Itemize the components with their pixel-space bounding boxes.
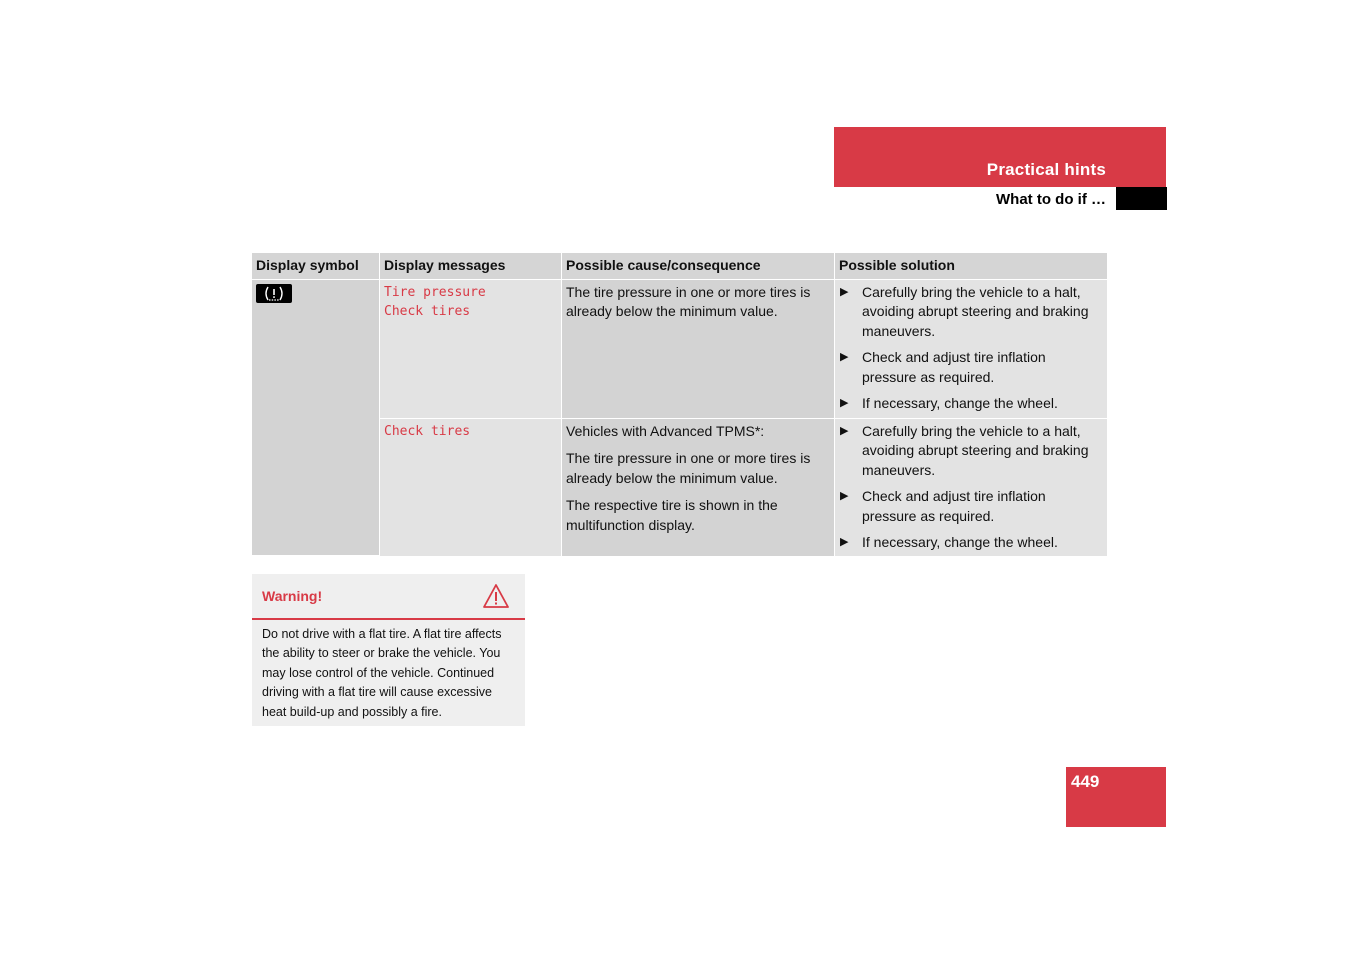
warning-triangle-icon xyxy=(482,583,510,614)
list-item xyxy=(839,422,1103,481)
column-header: Possible solution xyxy=(835,253,1108,279)
column-header: Display messages xyxy=(380,253,562,279)
column-header: Possible cause/consequence xyxy=(562,253,835,279)
list-item xyxy=(839,348,1103,387)
display-messages-cell xyxy=(380,279,562,418)
bullet-arrow-icon: ▶ xyxy=(840,536,849,548)
solution-list xyxy=(839,283,1103,414)
cause-text: Vehicles with Advanced TPMS*: xyxy=(566,422,765,439)
solution-text: Carefully bring the vehicle to a halt, avoiding abrupt steering and braking maneuvers. xyxy=(862,283,1089,339)
list-item xyxy=(839,487,1103,526)
solution-text: Check and adjust tire inflation pressure as required. xyxy=(862,349,1046,385)
display-message: Check tires xyxy=(384,423,471,439)
warning-text: Do not drive with a flat tire. A flat tire affects the ability to steer or brake the vehicle. You may lose control of the vehicle. Continued driving with a flat tire will cause excessive heat build-up and possibly a fire. xyxy=(262,627,502,719)
warning-box xyxy=(252,574,525,726)
solution-cell xyxy=(835,418,1108,556)
cause-text: The tire pressure in one or more tires is already below the minimum value. xyxy=(566,450,811,486)
page-number-box xyxy=(1066,767,1166,827)
solution-text: If necessary, change the wheel. xyxy=(862,395,1058,411)
warning-header xyxy=(252,574,525,620)
table-header-row xyxy=(252,253,1107,279)
table-row xyxy=(252,279,1107,418)
solution-cell xyxy=(835,279,1108,418)
solution-text: If necessary, change the wheel. xyxy=(862,534,1058,550)
table-row xyxy=(252,418,1107,556)
cause-cell xyxy=(562,279,835,418)
section-header-bar xyxy=(834,127,1166,187)
display-symbol-cell xyxy=(252,279,380,556)
bullet-arrow-icon: ▶ xyxy=(840,397,849,409)
subsection-title: What to do if … xyxy=(996,191,1106,208)
solution-list xyxy=(839,422,1103,553)
bullet-arrow-icon: ▶ xyxy=(840,424,849,437)
cause-text: The tire pressure in one or more tires is already below the minimum value. xyxy=(566,283,811,319)
page-number: 449 xyxy=(1071,772,1100,791)
column-header: Display symbol xyxy=(252,253,380,279)
cause-cell xyxy=(562,418,835,556)
solution-text: Carefully bring the vehicle to a halt, avoiding abrupt steering and braking maneuvers. xyxy=(862,422,1089,478)
bullet-arrow-icon: ▶ xyxy=(840,351,849,363)
cause-text: The respective tire is shown in the multifunction display. xyxy=(566,497,778,533)
display-messages-cell xyxy=(380,418,562,556)
troubleshooting-table xyxy=(252,253,1107,556)
display-message: Check tires xyxy=(384,304,471,319)
subsection-marker xyxy=(1116,187,1167,210)
bullet-arrow-icon: ▶ xyxy=(840,490,849,502)
warning-title: Warning! xyxy=(262,588,323,604)
tire-pressure-warning-icon xyxy=(256,284,292,303)
list-item xyxy=(839,283,1103,342)
section-title: Practical hints xyxy=(986,160,1106,179)
display-message: Tire pressure xyxy=(384,284,486,300)
solution-text: Check and adjust tire inflation pressure as required. xyxy=(862,488,1046,524)
list-item xyxy=(839,394,1103,414)
bullet-arrow-icon: ▶ xyxy=(840,285,849,298)
list-item xyxy=(839,533,1103,553)
